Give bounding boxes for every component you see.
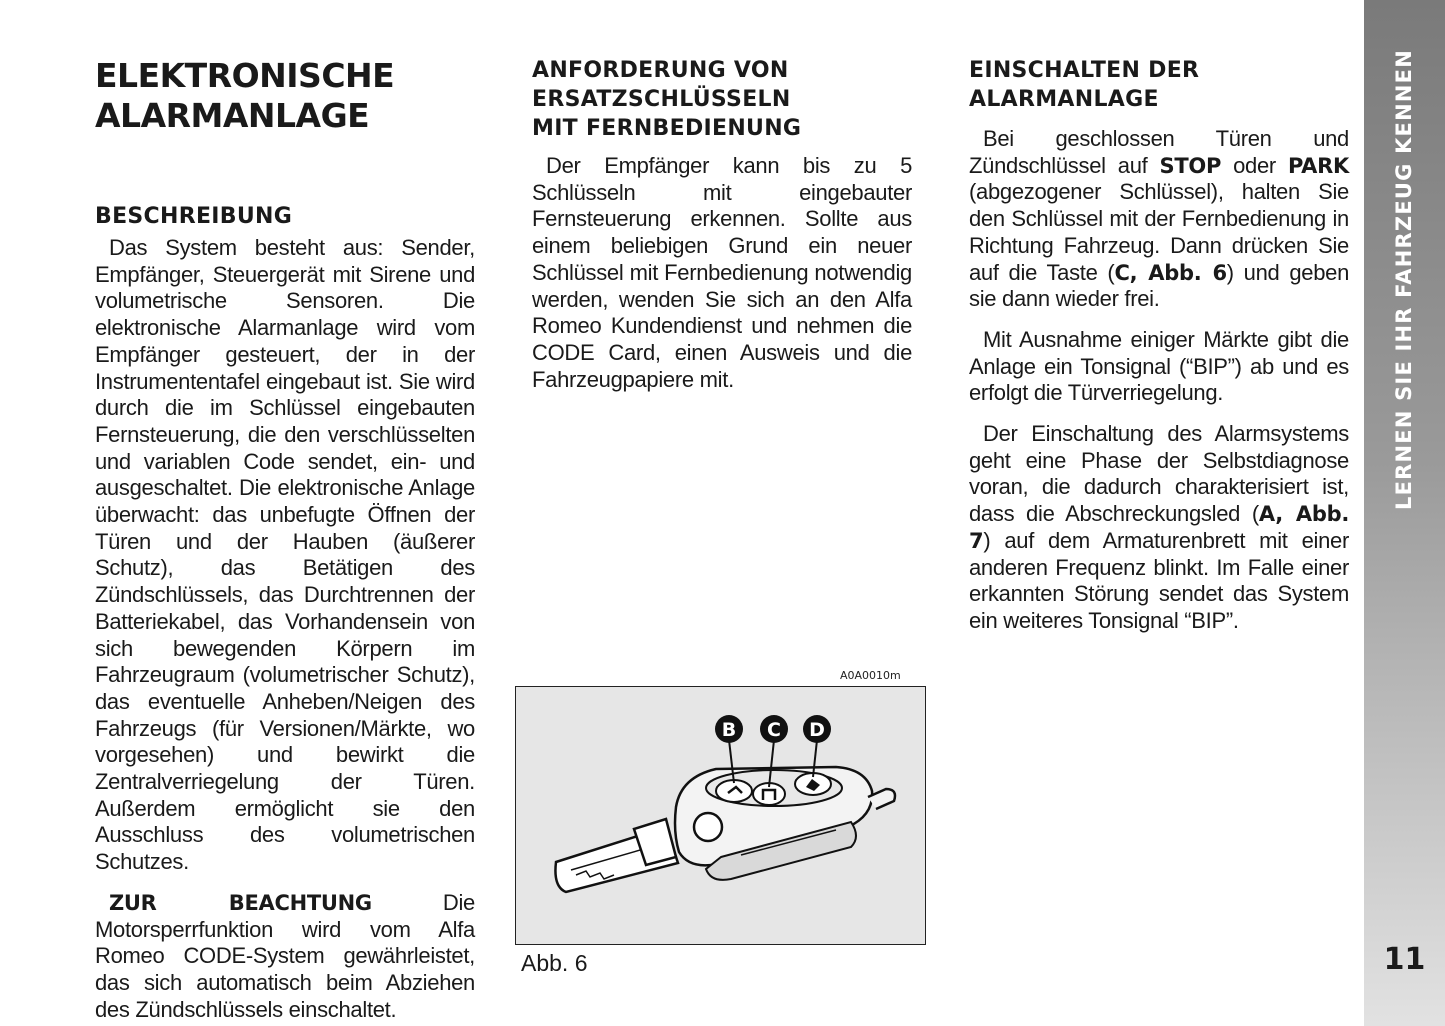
activation-paragraph-1: Bei geschlossen Türen und Zündschlüssel auf STOP oder PARK (abgezogener Schlüssel), halten Sie den Schlüssel mit der Fernbedienung in Richtung Fahrzeug. Dann drücken Sie auf die Taste (C, Abb. 6) und geben sie dann wieder frei. — [969, 126, 1350, 312]
section-heading-ersatzschluessel: ANFORDERUNG VON ERSATZSCHLÜSSELN MIT FERNBEDIENUNG — [532, 58, 802, 141]
page-title: ELEKTRONISCHE ALARMANLAGE — [95, 56, 395, 135]
callout-d: D — [809, 719, 825, 741]
note-paragraph: ZUR BEACHTUNG Die Motorsperrfunktion wird vom Alfa Romeo CODE-System gewährleistet, das sich automatisch beim Abziehen des Zündschlüssels einschaltet. — [95, 889, 475, 1022]
activation-paragraph-2: Mit Ausnahme einiger Märkte gibt die Anlage ein Tonsignal (“BIP”) ab und es erfolgt die Türverriegelung. — [969, 326, 1349, 406]
chapter-title: LERNEN SIE IHR FAHRZEUG KENNEN — [1392, 49, 1416, 510]
note-label: ZUR BEACHTUNG — [109, 890, 372, 915]
callout-b: B — [721, 719, 737, 741]
activation-paragraph-3: Der Einschaltung des Alarmsystems geht eine Phase der Selbstdiagnose voran, die dadurch charakterisiert ist, dass die Abschreckungsled (A, Abb. 7) auf dem Armaturenbrett mit einer anderen Frequenz blinkt. Im Falle einer erkannten Störung sendet das System ein weiteres Tonsignal “BIP”. — [969, 421, 1349, 633]
key-fob-body — [675, 767, 895, 880]
replacement-keys-paragraph: Der Empfänger kann bis zu 5 Schlüsseln mit eingebauter Fernsteuerung erkennen. Sollte aus einem beliebigen Grund ein neuer Schlüssel mit Fernbedienung notwendig werden, wenden Sie sich an den Alfa Romeo Kundendienst und nehmen die CODE Card, einen Ausweis und die Fahrzeugpapiere mit. — [532, 153, 912, 392]
description-paragraph: Das System besteht aus: Sender, Empfänger, Steuergerät mit Sirene und volumetrische Sensoren. Die elektronische Alarmanlage wird vom Empfänger gesteuert, der in der Instrumententafel eingebaut ist. Sie wird durch die im Schlüssel eingebauten Fernsteuerung, die den verschlüsselten und variablen Code sendet, ein- und ausgeschaltet. Die elektronische Anlage überwacht: das unbefugte Öffnen der Türen und der Hauben (äußerer Schutz), das Betätigen des Zündschlüssels, das Durchtrennen der Batteriekabel, das Vorhandensein von sich bewegenden Körpern im Fahrzeugraum (volumetrischer Schutz), das eventuelle Anheben/Neigen des Fahrzeugs (für Versionen/Märkte, wo vorgesehen) und bewirkt die Zentralverriegelung der Türen. Außerdem ermöglicht sie den Ausschluss des volumetrischen Schutzes. — [95, 235, 475, 875]
column-description — [95, 56, 475, 1023]
figure-caption: Abb. 6 — [521, 950, 588, 976]
column-replacement-keys — [532, 56, 912, 393]
section-heading-einschalten: EINSCHALTEN DER ALARMANLAGE — [969, 58, 1200, 112]
key-blade — [555, 819, 678, 892]
page-number: 11 — [1383, 942, 1426, 977]
section-heading-beschreibung: BESCHREIBUNG — [95, 204, 293, 229]
figure-key-illustration — [515, 686, 926, 945]
callout-c: C — [767, 719, 781, 741]
key-fob-drawing — [516, 687, 927, 946]
button-b — [716, 780, 752, 802]
column-activation — [969, 56, 1349, 635]
figure-code: A0A0010m — [840, 669, 901, 682]
